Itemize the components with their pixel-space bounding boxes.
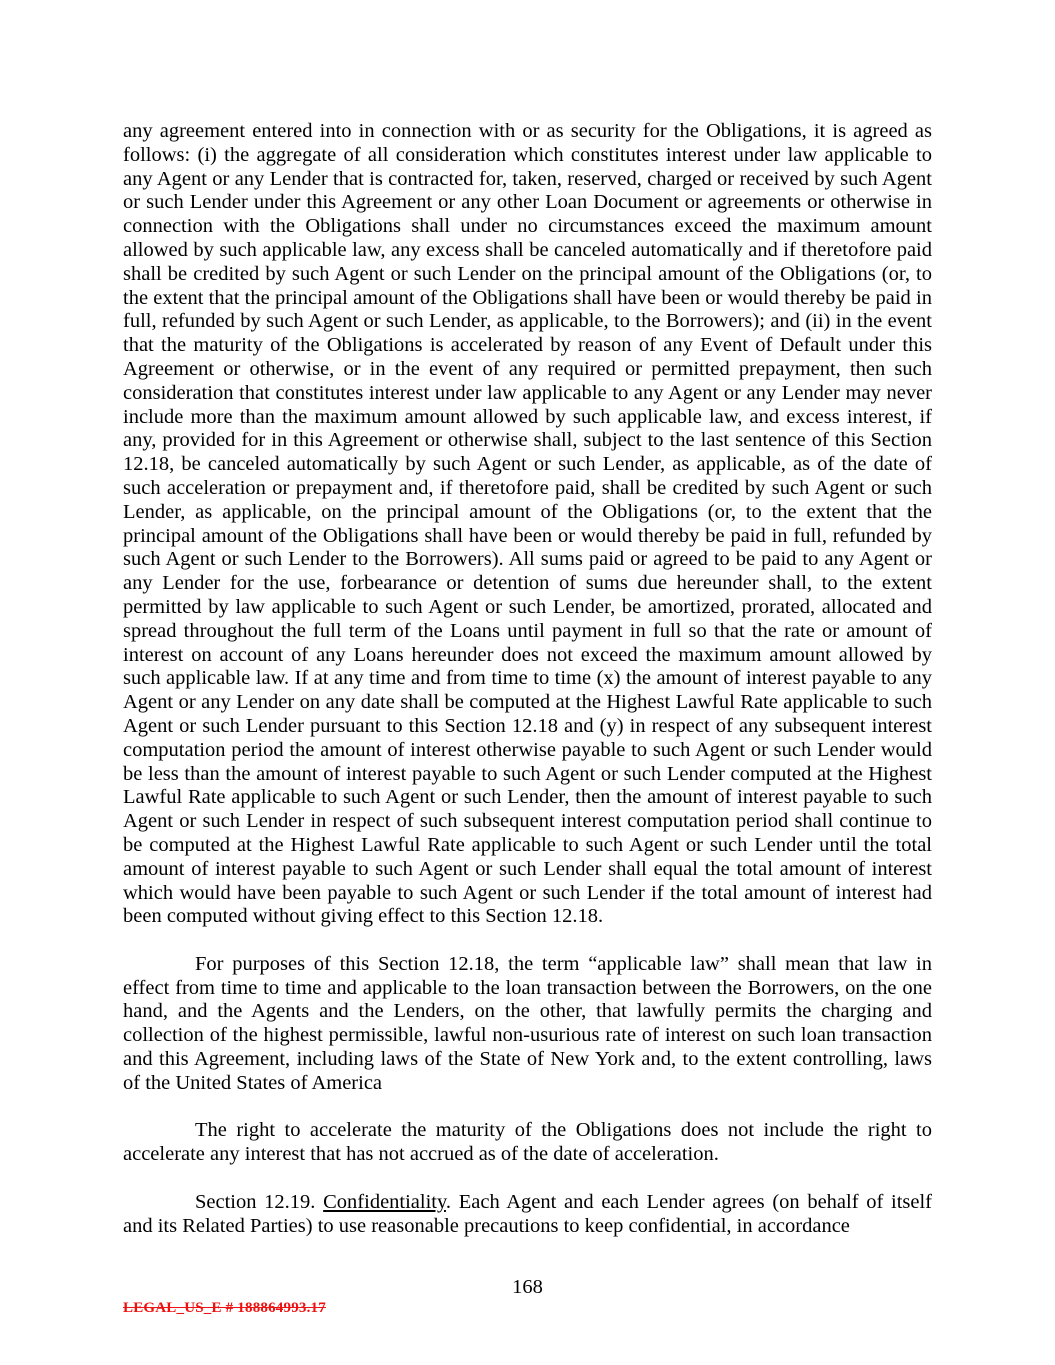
body-paragraph-3: The right to accelerate the maturity of the Obligations does not include the right to accelerate any interest that has not accrued as of the date of acceleration. (123, 1119, 932, 1166)
section-12-19-number: Section 12.19. (195, 1190, 316, 1213)
section-12-19-paragraph (123, 1191, 932, 1239)
document-control-number: LEGAL_US_E # 188864993.17 (123, 1300, 326, 1316)
body-paragraph-1: any agreement entered into in connection with or as security for the Obligations, it is agreed as follows: (i) the aggregate of all consideration which constitutes interest under law applicable to any Agent or any Lender that is contracted for, taken, reserved, charged or received by such Agent or such Lender under this Agreement or any other Loan Document or agreements or otherwise in connection with the Obligations shall under no circumstances exceed the maximum amount allowed by such applicable law, any excess shall be canceled automatically and if theretofore paid shall be credited by such Agent or such Lender on the principal amount of the Obligations (or, to the extent that the principal amount of the Obligations shall have been or would thereby be paid in full, refunded by such Agent or such Lender, as applicable, to the Borrowers); and (ii) in the event that the maturity of the Obligations is accelerated by reason of any Event of Default under this Agreement or otherwise, or in the event of any required or permitted prepayment, then such consideration that constitutes interest under law applicable to any Agent or any Lender may never include more than the maximum amount allowed by such applicable law, and excess interest, if any, provided for in this Agreement or otherwise shall, subject to the last sentence of this Section 12.18, be canceled automatically by such Agent or such Lender, as applicable, as of the date of such acceleration or prepayment and, if theretofore paid, shall be credited by such Agent or such Lender, as applicable, on the principal amount of the Obligations (or, to the extent that the principal amount of the Obligations shall have been or would thereby be paid in full, refunded by such Agent or such Lender to the Borrowers). All sums paid or agreed to be paid to any Agent or any Lender for the use, forbearance or detention of sums due hereunder shall, to the extent permitted by law applicable to such Agent or such Lender, be amortized, prorated, allocated and spread throughout the full term of the Loans until payment in full so that the rate or amount of interest on account of any Loans hereunder does not exceed the maximum amount allowed by such applicable law. If at any time and from time to time (x) the amount of interest payable to any Agent or any Lender on any date shall be computed at the Highest Lawful Rate applicable to such Agent or such Lender pursuant to this Section 12.18 and (y) in respect of any subsequent interest computation period the amount of interest otherwise payable to such Agent or such Lender would be less than the amount of interest payable to such Agent or such Lender computed at the Highest Lawful Rate applicable to such Agent or such Lender, then the amount of interest payable to such Agent or such Lender in respect of such subsequent interest computation period shall continue to be computed at the Highest Lawful Rate applicable to such Agent or such Lender until the total amount of interest payable to such Agent or such Lender shall equal the total amount of interest which would have been payable to such Agent or such Lender if the total amount of interest had been computed without giving effect to this Section 12.18. (123, 120, 932, 928)
body-paragraph-2: For purposes of this Section 12.18, the term “applicable law” shall mean that law in effect from time to time and applicable to the loan transaction between the Borrowers, on the one hand, and the Agents and the Lenders, on the other, that lawfully permits the charging and collection of the highest permissible, lawful non-usurious rate of interest on such loan transaction and this Agreement, including laws of the State of New York and, to the extent controlling, laws of the United States of America (123, 952, 932, 1094)
section-12-19-title: Confidentiality (323, 1190, 446, 1213)
page-number: 168 (512, 1276, 543, 1298)
section-12-19-text: . Each Agent and each Lender agrees (on behalf of itself and its Related Parties) to use reasonable precautions to keep confidential, in accordance (123, 1190, 932, 1237)
page-body (123, 120, 932, 1238)
